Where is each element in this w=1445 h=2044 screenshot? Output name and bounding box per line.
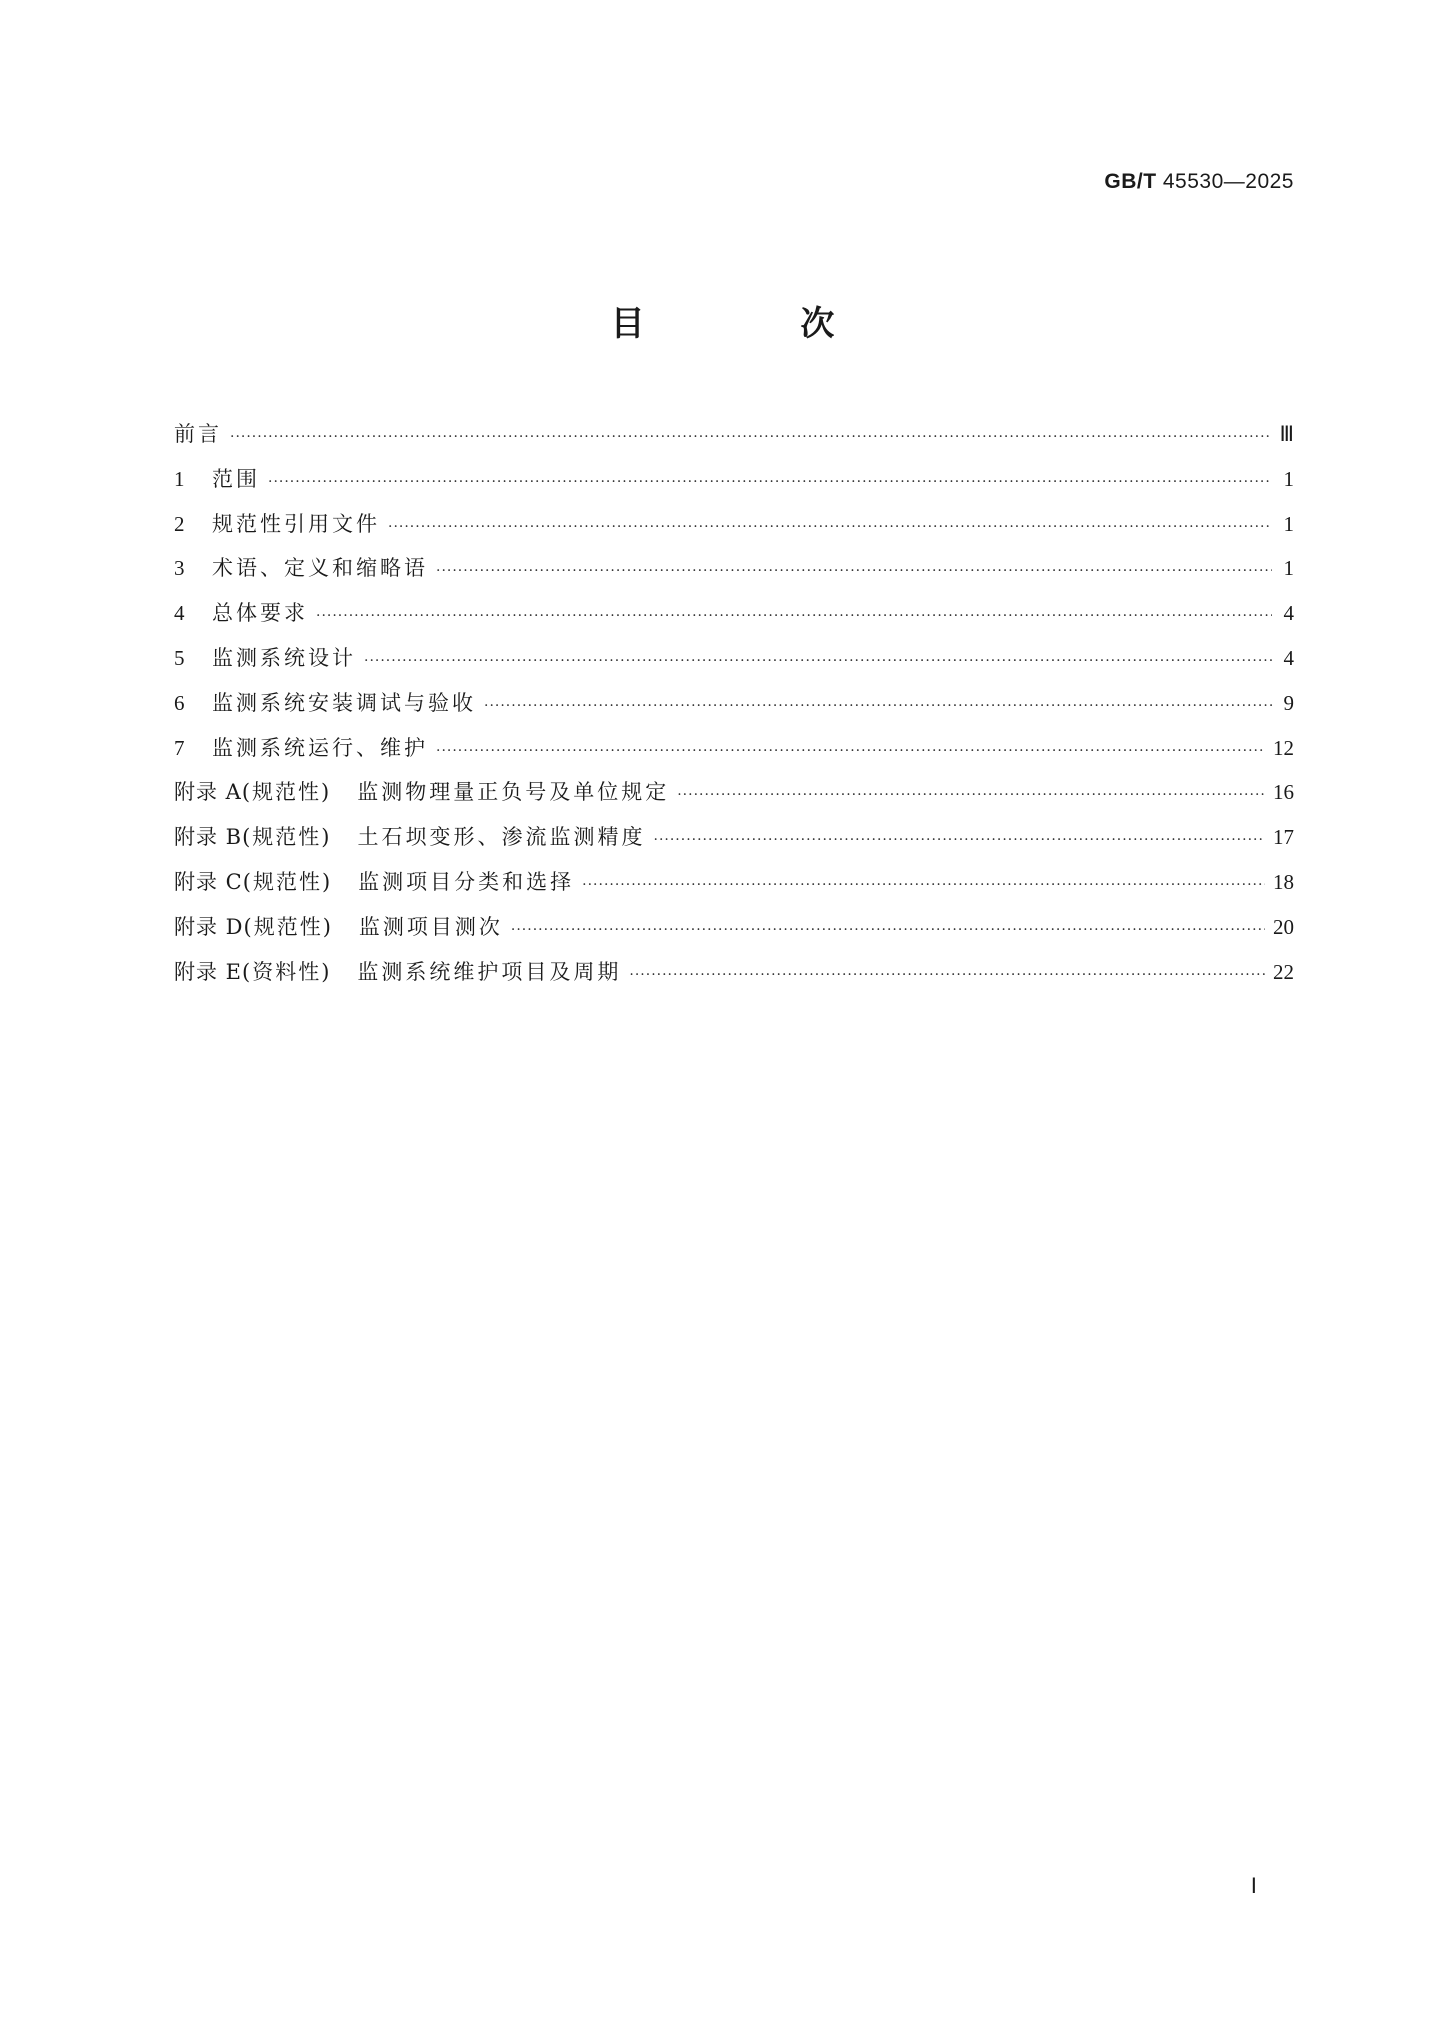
toc-appendix-kind: (规范性) <box>241 780 332 805</box>
toc-entry-number: 6 <box>174 690 185 715</box>
toc-leader-dots <box>388 505 1272 550</box>
toc-leader-dots <box>629 953 1265 998</box>
toc-entry-appendix-b[interactable] <box>174 815 1294 860</box>
toc-entry-3[interactable] <box>174 546 1294 591</box>
toc-appendix-prefix: 附录 A <box>174 780 242 805</box>
toc-entry-number: 3 <box>174 556 185 581</box>
toc-entry-label: 监测项目测次 <box>358 914 503 939</box>
toc-appendix-kind: (资料性) <box>242 959 332 984</box>
toc-entry-appendix-d[interactable] <box>174 905 1294 950</box>
toc-entry-number: 4 <box>174 601 185 626</box>
toc-entry-page: 16 <box>1273 780 1294 805</box>
toc-leader-dots <box>484 684 1272 729</box>
toc-entry-5[interactable] <box>174 636 1294 681</box>
toc-entry-7[interactable] <box>174 726 1294 771</box>
toc-leader-dots <box>511 908 1265 953</box>
toc-entry-page: 1 <box>1283 556 1294 581</box>
toc-appendix-prefix: 附录 B <box>174 825 243 850</box>
toc-entry-appendix-a[interactable] <box>174 770 1294 815</box>
toc-entry-label: 监测物理量正负号及单位规定 <box>357 780 670 805</box>
toc-entry-page: 1 <box>1283 511 1294 536</box>
toc-entry-number: 1 <box>174 466 185 491</box>
toc-entry-label: 术语、定义和缩略语 <box>212 556 428 581</box>
toc-appendix-prefix: 附录 C <box>174 869 243 894</box>
toc-entry-label: 前言 <box>174 422 222 446</box>
toc-entry-4[interactable] <box>174 591 1294 636</box>
toc-entry-page: 4 <box>1283 601 1294 626</box>
toc-entry-label: 规范性引用文件 <box>212 511 380 536</box>
toc-entry-label: 总体要求 <box>212 601 308 626</box>
toc-entry-page: Ⅲ <box>1279 422 1294 446</box>
toc-leader-dots <box>436 729 1265 774</box>
toc-entry-page: 1 <box>1283 466 1294 491</box>
toc-entry-page: 9 <box>1283 690 1294 715</box>
toc-entry-label: 监测系统运行、维护 <box>212 735 428 760</box>
standard-prefix: GB/T <box>1104 170 1157 193</box>
standard-code <box>1104 170 1294 194</box>
toc-entry-page: 22 <box>1273 959 1294 984</box>
toc-entry-number: 2 <box>174 511 185 536</box>
toc-entry-page: 18 <box>1273 869 1294 894</box>
toc-leader-dots <box>316 594 1272 639</box>
toc-entry-page: 17 <box>1273 825 1294 850</box>
toc-leader-dots <box>654 818 1266 863</box>
toc-entry-label: 监测项目分类和选择 <box>358 869 575 894</box>
toc-entry-label: 监测系统设计 <box>212 645 356 670</box>
toc-entry-label: 监测系统维护项目及周期 <box>357 959 622 984</box>
toc-entry-page: 12 <box>1273 735 1294 760</box>
toc-appendix-kind: (规范性) <box>243 914 333 939</box>
toc-leader-dots <box>364 639 1272 684</box>
toc-leader-dots <box>582 863 1265 908</box>
toc-entry-label: 范围 <box>212 466 260 491</box>
toc-entry-appendix-e[interactable] <box>174 950 1294 995</box>
toc-title: 目 次 <box>610 304 907 344</box>
toc-entry-1[interactable] <box>174 457 1294 502</box>
toc-entry-label: 土石坝变形、渗流监测精度 <box>357 825 646 850</box>
toc-entry-number: 7 <box>174 735 185 760</box>
toc-entry-foreword[interactable] <box>174 412 1294 457</box>
toc-appendix-prefix: 附录 E <box>174 959 243 984</box>
standard-number: 45530—2025 <box>1162 170 1294 193</box>
toc-leader-dots <box>268 460 1272 505</box>
toc-entry-number: 5 <box>174 645 185 670</box>
toc-appendix-prefix: 附录 D <box>174 914 244 939</box>
toc-leader-dots <box>230 415 1272 460</box>
toc-entry-label: 监测系统安装调试与验收 <box>212 690 476 715</box>
toc-leader-dots <box>436 549 1272 594</box>
toc-entry-page: 20 <box>1273 914 1294 939</box>
toc-entry-appendix-c[interactable] <box>174 860 1294 905</box>
table-of-contents <box>174 412 1294 994</box>
toc-entry-6[interactable] <box>174 681 1294 726</box>
toc-appendix-kind: (规范性) <box>242 869 333 894</box>
toc-entry-page: 4 <box>1283 645 1294 670</box>
page-number: Ⅰ <box>1250 1874 1257 1898</box>
toc-appendix-kind: (规范性) <box>242 825 332 850</box>
toc-entry-2[interactable] <box>174 502 1294 547</box>
toc-leader-dots <box>677 773 1265 818</box>
